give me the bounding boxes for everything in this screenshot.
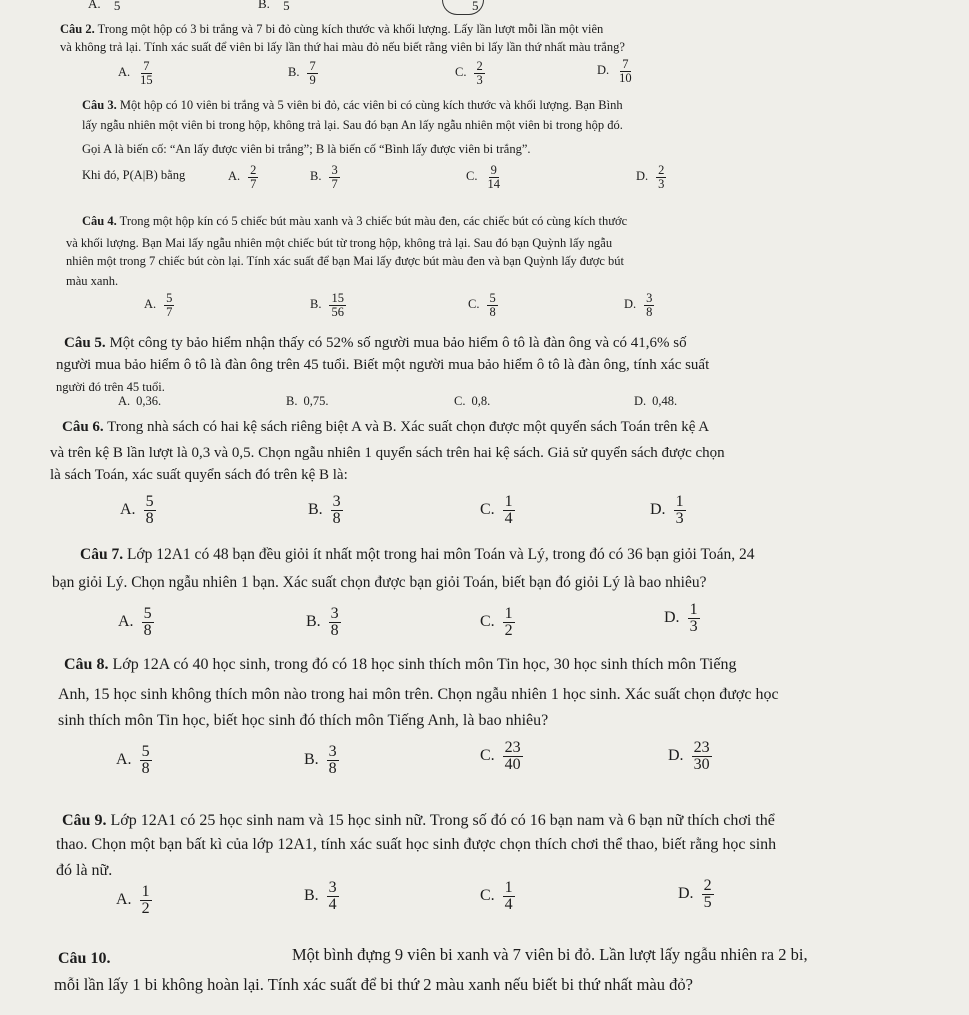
q6-option-c[interactable]: C. $\frac{1}{4}$ <box>480 493 513 527</box>
q5-line2: người mua bảo hiểm ô tô là đàn ông trên 45 tuổi. Biết một người mua bảo hiểm ô tô là đàn ông, tính xác suất <box>56 357 710 373</box>
q4-line2: và khối lượng. Bạn Mai lấy ngẫu nhiên một chiếc bút từ trong hộp, không trả lại. Sau đó bạn Quỳnh lấy ngẫu <box>66 236 613 250</box>
q7-option-d[interactable]: D. $\frac{1}{3}$ <box>664 601 698 635</box>
q5-line3: người đó trên 45 tuổi. <box>56 380 165 394</box>
q3-line3: Gọi A là biến cố: “An lấy được viên bi trắng”; B là biến cố “Bình lấy được viên bi trắng”. <box>82 142 531 156</box>
q5-line1: Câu 5. Một công ty bảo hiểm nhận thấy có 52% số người mua bảo hiểm ô tô là đàn ông và có 41,6% số <box>64 335 687 351</box>
fraction: 5 <box>113 0 121 14</box>
q8-line3: sinh thích môn Tin học, biết học sinh đó thích môn Tiếng Anh, là bao nhiêu? <box>58 712 549 729</box>
q8-option-c[interactable]: C. $\frac{23}{40}$ <box>480 739 521 773</box>
q4-line4: màu xanh. <box>66 274 119 288</box>
q3-option-c[interactable]: C. $\frac{9}{14}$ <box>466 163 500 191</box>
q10-line1-text: Một bình đựng 9 viên bi xanh và 7 viên bi đỏ. Lần lượt lấy ngẫu nhiên ra 2 bi, <box>292 945 808 964</box>
q4-line1: Câu 4. Trong một hộp kín có 5 chiếc bút màu xanh và 3 chiếc bút màu đen, các chiếc bút có cùng kích thước <box>82 214 628 228</box>
q2-option-c[interactable]: C. $\frac{2}{3}$ <box>455 59 483 87</box>
q5-option-d[interactable]: D. 0,48. <box>634 394 678 408</box>
q3-option-d[interactable]: D. $\frac{2}{3}$ <box>636 163 665 191</box>
q2-line1: Câu 2. Trong một hộp có 3 bi trắng và 7 bi đỏ cùng kích thước và khối lượng. Lấy lần lượt mỗi lần một viên <box>60 22 604 36</box>
fraction: 5 <box>472 0 479 14</box>
q6-line3: là sách Toán, xác suất quyển sách đó trên kệ B là: <box>50 467 348 483</box>
q4-option-a[interactable]: A. $\frac{5}{7}$ <box>144 291 173 319</box>
q6-option-d[interactable]: D. $\frac{1}{3}$ <box>650 493 684 527</box>
q3-stem: Khi đó, P(A|B) bằng <box>82 168 186 182</box>
q5-option-c[interactable]: C. 0,8. <box>454 394 491 408</box>
q8-line1: Câu 8. Lớp 12A có 40 học sinh, trong đó có 18 học sinh thích môn Tin học, 30 học sinh thích môn Tiếng <box>64 656 737 673</box>
q8-option-a[interactable]: A. $\frac{5}{8}$ <box>116 743 150 777</box>
q3-line1: Câu 3. Một hộp có 10 viên bi trắng và 5 viên bi đỏ, các viên bi có cùng kích thước và khối lượng. Bạn Bình <box>82 98 623 112</box>
fraction: 5 <box>283 0 290 14</box>
q3-option-b[interactable]: B. $\frac{3}{7}$ <box>310 163 338 191</box>
q4-option-d[interactable]: D. $\frac{3}{8}$ <box>624 291 653 319</box>
q10-line2: mỗi lần lấy 1 bi không hoàn lại. Tính xác suất để bi thứ 2 màu xanh nếu biết bi thứ nhất màu đỏ? <box>54 975 693 994</box>
q9-option-b[interactable]: B. $\frac{3}{4}$ <box>304 879 337 913</box>
q8-option-b[interactable]: B. $\frac{3}{8}$ <box>304 743 337 777</box>
q2-option-a[interactable]: A. $\frac{7}{15}$ <box>118 59 153 87</box>
q6-option-b[interactable]: B. $\frac{3}{8}$ <box>308 493 341 527</box>
top-option-a: A. 5 <box>88 0 121 14</box>
q6-line2: và trên kệ B lần lượt là 0,3 và 0,5. Chọn ngẫu nhiên 1 quyển sách trên hai kệ sách. Giả sử quyển sách được chọn <box>50 445 725 461</box>
q5-option-b[interactable]: B. 0,75. <box>286 394 329 408</box>
q10-line1: Câu 10. <box>58 950 111 967</box>
q7-option-b[interactable]: B. $\frac{3}{8}$ <box>306 605 339 639</box>
top-option-b: B. 5 <box>258 0 290 14</box>
q6-line1: Câu 6. Trong nhà sách có hai kệ sách riêng biệt A và B. Xác suất chọn được một quyển sách Toán trên kệ A <box>62 419 710 435</box>
q9-line3: đó là nữ. <box>56 862 113 879</box>
q3-option-a[interactable]: A. $\frac{2}{7}$ <box>228 163 257 191</box>
q9-line1: Câu 9. Lớp 12A1 có 25 học sinh nam và 15 học sinh nữ. Trong số đó có 16 bạn nam và 6 bạn nữ thích chơi thể <box>62 812 775 829</box>
q7-line1: Câu 7. Lớp 12A1 có 48 bạn đều giỏi ít nhất một trong hai môn Toán và Lý, trong đó có 36 bạn giỏi Toán, 24 <box>80 546 755 563</box>
q7-option-c[interactable]: C. $\frac{1}{2}$ <box>480 605 513 639</box>
q9-line2: thao. Chọn một bạn bất kì của lớp 12A1, tính xác suất học sinh được chọn thích chơi thể thao, biết rằng học sinh <box>56 836 777 853</box>
q3-line2: lấy ngẫu nhiên một viên bi trong hộp, không trả lại. Sau đó bạn An lấy ngẫu nhiên một viên bi trong hộp đó. <box>82 118 623 132</box>
q5-option-a[interactable]: A. 0,36. <box>118 394 162 408</box>
q6-option-a[interactable]: A. $\frac{5}{8}$ <box>120 493 154 527</box>
q2-option-b[interactable]: B. $\frac{7}{9}$ <box>288 59 316 87</box>
q4-option-b[interactable]: B. $\frac{15}{56}$ <box>310 291 344 319</box>
q9-option-d[interactable]: D. $\frac{2}{5}$ <box>678 877 712 911</box>
q7-option-a[interactable]: A. $\frac{5}{8}$ <box>118 605 152 639</box>
q2-option-d[interactable]: D. $\frac{7}{10}$ <box>597 57 632 85</box>
q7-line2: bạn giỏi Lý. Chọn ngẫu nhiên 1 bạn. Xác suất chọn được bạn giỏi Toán, biết bạn đó giỏi Lý là bao nhiêu? <box>52 574 707 591</box>
top-option-c <box>468 0 483 12</box>
q4-option-c[interactable]: C. $\frac{5}{8}$ <box>468 291 496 319</box>
q9-option-c[interactable]: C. $\frac{1}{4}$ <box>480 879 513 913</box>
q4-line3: nhiên một trong 7 chiếc bút còn lại. Tính xác suất để bạn Mai lấy được bút màu đen và bạn Quỳnh lấy được bút <box>66 254 625 268</box>
q2-line2: và không trả lại. Tính xác suất để viên bi lấy lần thứ hai màu đỏ nếu biết rằng viên bi lấy lần thứ nhất màu trắng? <box>60 40 625 54</box>
q9-option-a[interactable]: A. $\frac{1}{2}$ <box>116 883 150 917</box>
q8-option-d[interactable]: D. $\frac{23}{30}$ <box>668 739 710 773</box>
q8-line2: Anh, 15 học sinh không thích môn nào trong hai môn trên. Chọn ngẫu nhiên 1 học sinh. Xác suất chọn được học <box>58 686 779 703</box>
